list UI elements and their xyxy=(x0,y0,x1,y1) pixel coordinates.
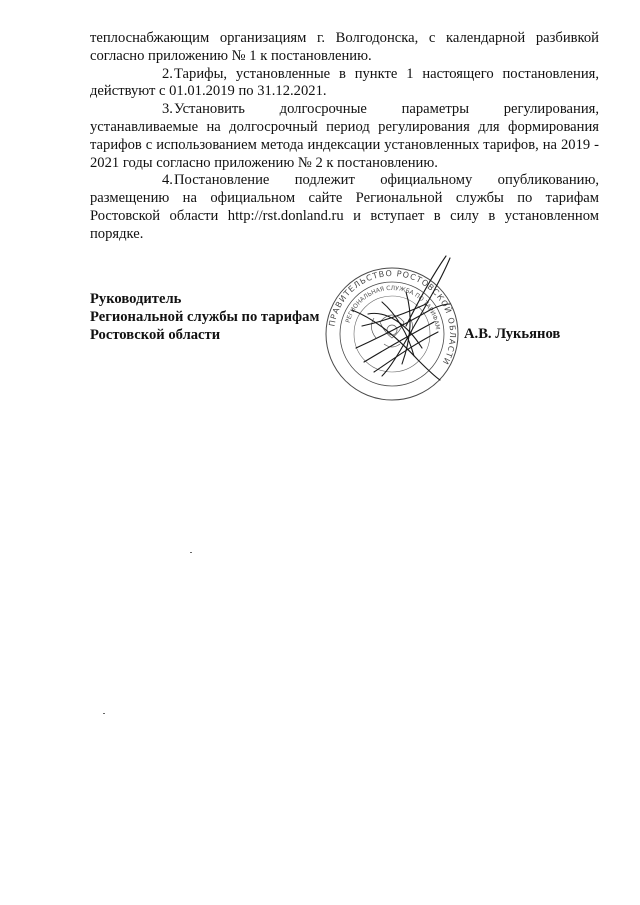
signatory-name: А.В. Лукьянов xyxy=(464,326,561,342)
paragraph-3-text: Установить долгосрочные параметры регулирования, устанавливаемые на долгосрочный период регулирования для формирования тарифов с использованием метода индексации установленных тарифов, на 2019 - 2021 годы согласно приложению № 2 к постановлению. xyxy=(90,101,599,171)
signatory-title-line-3: Ростовской области xyxy=(90,327,221,343)
official-seal-with-signature xyxy=(322,252,462,402)
paragraph-3-number: 3. xyxy=(162,101,173,118)
scan-speck xyxy=(103,713,105,714)
signatory-title-line-2: Региональной службы по тарифам xyxy=(90,309,320,325)
svg-text:РЕГИОНАЛЬНАЯ СЛУЖБА ПО ТАРИФАМ: РЕГИОНАЛЬНАЯ СЛУЖБА ПО ТАРИФАМ xyxy=(344,284,441,331)
paragraph-4-text: Постановление подлежит официальному опубликованию, размещению на официальном сайте Региональной службы по тарифам Ростовской области http://rst.donland.ru и вступает в силу в установленном порядке. xyxy=(90,172,599,242)
paragraph-2-text: Тарифы, установленные в пункте 1 настоящего постановления, действуют с 01.01.2019 по 31.12.2021. xyxy=(90,65,599,100)
signatory-title xyxy=(90,290,319,344)
paragraph-4 xyxy=(90,172,599,243)
paragraph-2 xyxy=(90,66,599,102)
scan-speck xyxy=(190,552,192,553)
paragraph-2-number: 2. xyxy=(162,65,173,82)
paragraph-intro: теплоснабжающим организациям г. Волгодонска, с календарной разбивкой согласно приложению № 1 к постановлению. xyxy=(90,30,599,64)
svg-text:ПРАВИТЕЛЬСТВО РОСТОВСКОЙ ОБЛАС: ПРАВИТЕЛЬСТВО РОСТОВСКОЙ ОБЛАСТИ xyxy=(327,268,458,367)
paragraph-3 xyxy=(90,101,599,172)
paragraph-4-number: 4. xyxy=(162,172,173,189)
document-body xyxy=(90,30,599,244)
signatory-title-line-1: Руководитель xyxy=(90,291,182,307)
